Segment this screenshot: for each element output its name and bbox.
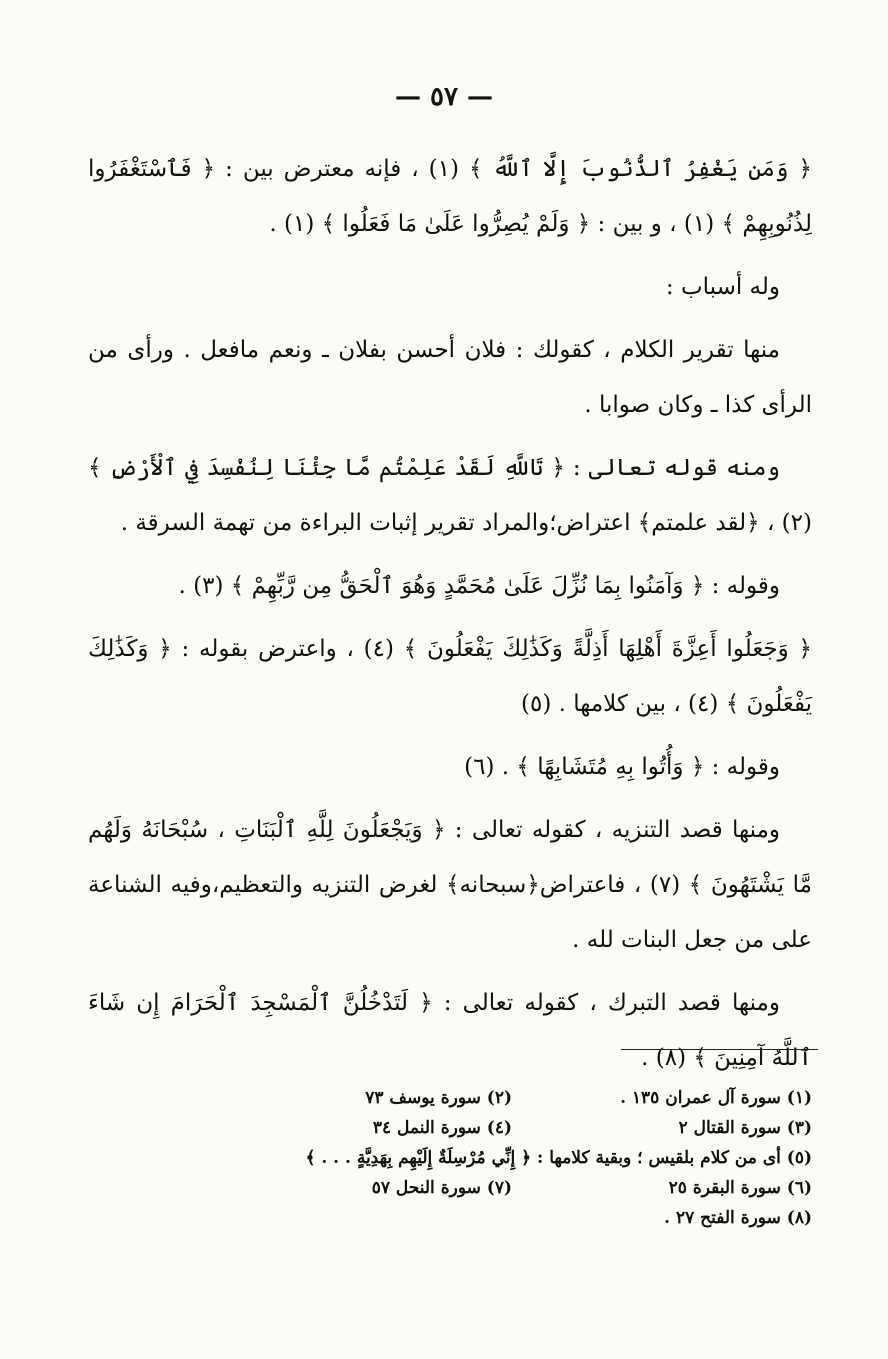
paragraph-2: وله أسباب : (665, 274, 780, 300)
paragraph-7: وقوله : ﴿ وَأُتُوا بِهِ مُتَشَابِهًا ﴾ . (٦) (464, 754, 780, 780)
footnote-5: (٥) أى من كلام بلقيس ؛ وبقية كلامها : ﴿ إِنِّي مُرْسِلَةٌ إِلَيْهِم بِهَدِيَّةٍ . . . ﴾ (305, 1148, 812, 1168)
paragraph-3: منها تقرير الكلام ، كقولك : فلان أحسن بفلان ـ ونعم مافعل . ورأى من الرأى كذا ـ وكان صوابا . (88, 337, 812, 418)
footnote-row-4 (100, 1173, 812, 1203)
footnote-2: (٢) سورة يوسف ٧٣ (365, 1088, 512, 1108)
paragraph-1: ﴿ وَمَن يَغْفِرُ ٱلذُّنُوبَ إِلَّا ٱللَّهُ ﴾ (١) ، فإنه معترض بين : ﴿ فَٱسْتَغْفَرُوا لِذُنُوبِهِمْ ﴾ (١) ، و بين : ﴿ وَلَمْ يُصِرُّوا عَلَىٰ مَا فَعَلُوا ﴾ (١) . (88, 156, 812, 237)
paragraph-6: ﴿ وَجَعَلُوا أَعِزَّةَ أَهْلِهَا أَذِلَّةً وَكَذَٰلِكَ يَفْعَلُونَ ﴾ (٤) ، واعترض بقوله : ﴿ وَكَذَٰلِكَ يَفْعَلُونَ ﴾ (٤) ، بين كلامها . (٥) (88, 636, 812, 717)
footnote-4: (٤) سورة النمل ٣٤ (372, 1118, 512, 1138)
paragraph-8: ومنها قصد التنزيه ، كقوله تعالى : ﴿ وَيَجْعَلُونَ لِلَّهِ ٱلْبَنَاتِ ، سُبْحَانَهُ وَلَهُم مَّا يَشْتَهُونَ ﴾ (٧) ، فاعتراض﴿سبحانه﴾ لغرض التنزيه والتعظيم،وفيه الشناعة على من جعل البنات لله . (88, 817, 812, 953)
footnote-row-1 (100, 1083, 812, 1113)
footnote-divider (621, 1049, 818, 1050)
footnote-8: (٨) سورة الفتح ٢٧ . (664, 1208, 812, 1228)
footnote-6: (٦) سورة البقرة ٢٥ (668, 1178, 812, 1198)
main-text (88, 142, 812, 1094)
footnotes (100, 1083, 812, 1233)
footnote-row-2 (100, 1113, 812, 1143)
footnote-1: (١) سورة آل عمران ١٣٥ . (620, 1088, 812, 1108)
paragraph-5: وقوله : ﴿ وَآمَنُوا بِمَا نُزِّلَ عَلَىٰ مُحَمَّدٍ وَهُوَ ٱلْحَقُّ مِن رَّبِّهِمْ ﴾ (٣) . (178, 573, 780, 599)
footnote-row-3 (100, 1143, 812, 1173)
footnote-3: (٣) سورة القتال ٢ (678, 1118, 812, 1138)
page-number: — ٥٧ — (394, 82, 494, 112)
paragraph-9: ومنها قصد التبرك ، كقوله تعالى : ﴿ لَتَدْخُلُنَّ ٱلْمَسْجِدَ ٱلْحَرَامَ إِن شَاءَ ٱللَّهُ آمِنِينَ ﴾ (٨) . (88, 990, 812, 1071)
footnote-row-5 (100, 1203, 812, 1233)
footnote-7: (٧) سورة النحل ٥٧ (371, 1178, 512, 1198)
paragraph-4: ومنه قوله تعالى : ﴿ تَاللَّهِ لَقَدْ عَلِمْتُم مَّا جِئْنَا لِنُفْسِدَ فِي ٱلْأَرْضِ ﴾ (٢) ، ﴿لقد علمتم﴾ اعتراض؛والمراد تقرير إثبات البراءة من تهمة السرقة . (88, 455, 812, 536)
